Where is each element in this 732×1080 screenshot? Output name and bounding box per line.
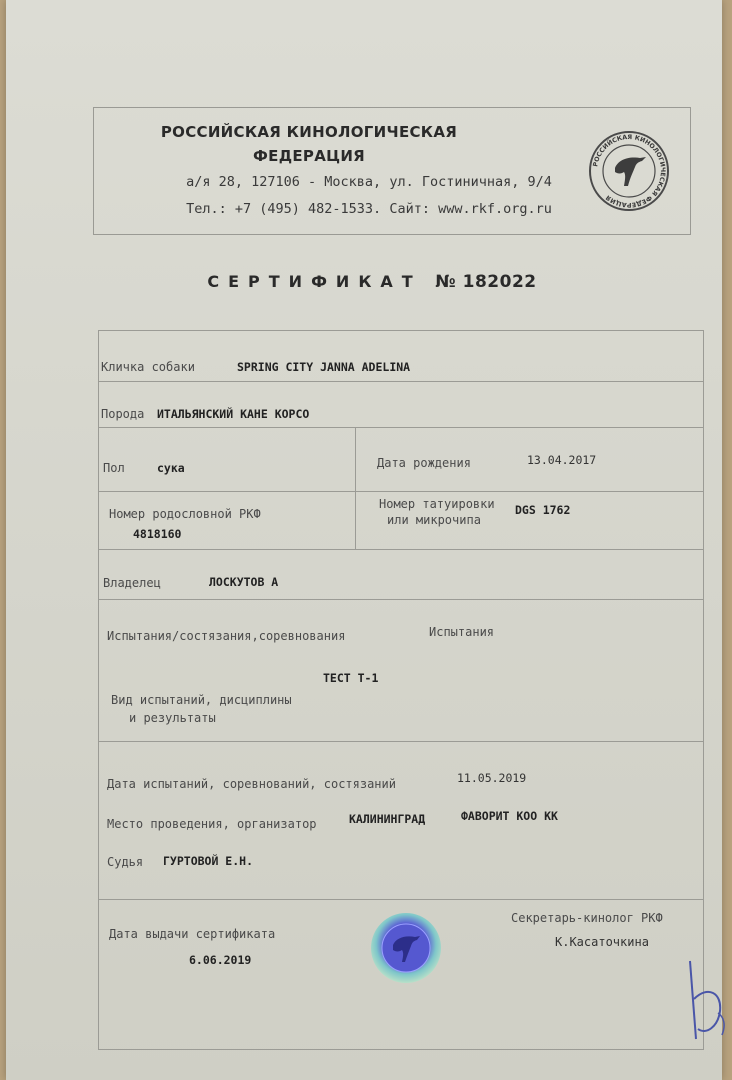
pedigree-label: Номер родословной РКФ bbox=[109, 507, 261, 521]
organizer-value: ФАВОРИТ КОО КК bbox=[461, 809, 558, 823]
certificate-sheet bbox=[6, 0, 722, 1080]
tattoo-label-line1: Номер татуировки bbox=[379, 497, 495, 511]
place-label: Место проведения, организатор bbox=[107, 817, 317, 831]
breed-label: Порода bbox=[101, 407, 145, 421]
trial-date-label: Дата испытаний, соревнований, состязаний bbox=[107, 777, 396, 791]
sex-label: Пол bbox=[103, 461, 125, 475]
kind-label-line2: и результаты bbox=[129, 711, 216, 725]
svg-text:РОССИЙСКАЯ КИНОЛОГИЧЕСКАЯ ФЕДЕ: РОССИЙСКАЯ КИНОЛОГИЧЕСКАЯ ФЕДЕРАЦИЯ bbox=[592, 133, 667, 209]
tattoo-value: DGS 1762 bbox=[515, 503, 571, 517]
place-value: КАЛИНИНГРАД bbox=[349, 812, 426, 826]
judge-label: Судья bbox=[107, 855, 144, 869]
org-line-2: ФЕДЕРАЦИЯ bbox=[252, 147, 366, 165]
secretary-label: Секретарь-кинолог РКФ bbox=[511, 911, 663, 925]
owner-label: Владелец bbox=[103, 576, 161, 590]
birth-date-value: 13.04.2017 bbox=[527, 453, 597, 467]
test-name: ТЕСТ Т-1 bbox=[323, 671, 379, 685]
trial-date-value: 11.05.2019 bbox=[457, 771, 527, 785]
rkf-seal-icon bbox=[588, 130, 670, 212]
contacts: Тел.: +7 (495) 482-1533. Сайт: www.rkf.org.ru bbox=[186, 201, 552, 217]
owner-value: ЛОСКУТОВ А bbox=[209, 575, 279, 589]
dog-name-label: Кличка собаки bbox=[101, 360, 195, 374]
trials-label: Испытания/состязания,соревнования bbox=[107, 629, 346, 643]
issue-date-label: Дата выдачи сертификата bbox=[109, 927, 276, 941]
sex-value: сука bbox=[157, 461, 185, 475]
title-text: СЕРТИФИКАТ bbox=[207, 272, 422, 291]
birth-date-label: Дата рождения bbox=[377, 456, 471, 470]
dog-name-value: SPRING CITY JANNA ADELINA bbox=[237, 360, 411, 374]
address: а/я 28, 127106 - Москва, ул. Гостиничная, 9/4 bbox=[186, 174, 552, 190]
tattoo-label-line2: или микрочипа bbox=[387, 513, 481, 527]
pedigree-value: 4818160 bbox=[133, 527, 182, 541]
hologram-seal-icon bbox=[369, 911, 443, 985]
header-box bbox=[93, 107, 691, 235]
organization-name bbox=[94, 120, 524, 168]
certificate-number: № 182022 bbox=[435, 272, 537, 292]
certificate-title bbox=[6, 272, 732, 292]
org-line-1: РОССИЙСКАЯ КИНОЛОГИЧЕСКАЯ bbox=[160, 123, 458, 141]
secretary-name: К.Касаточкина bbox=[555, 935, 649, 949]
handwritten-initials bbox=[680, 955, 730, 1045]
certificate-form bbox=[98, 330, 704, 1050]
judge-value: ГУРТОВОЙ Е.Н. bbox=[163, 854, 254, 868]
issue-date-value: 6.06.2019 bbox=[189, 953, 252, 967]
trials-value: Испытания bbox=[429, 625, 495, 639]
kind-label-line1: Вид испытаний, дисциплины bbox=[111, 693, 292, 707]
breed-value: ИТАЛЬЯНСКИЙ КАНЕ КОРСО bbox=[157, 407, 310, 421]
